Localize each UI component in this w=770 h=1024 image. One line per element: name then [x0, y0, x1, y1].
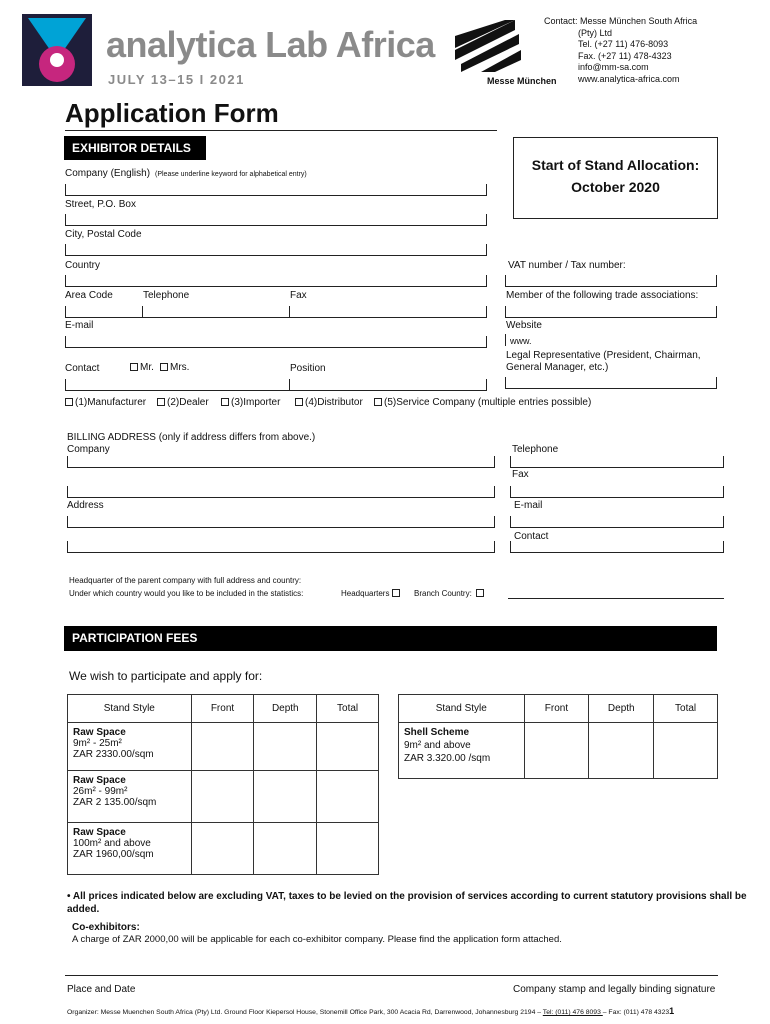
stats-line: Under which country would you like to be included in the statistics:	[69, 589, 304, 598]
fax-label: Fax	[290, 290, 307, 301]
billing-email-field[interactable]	[510, 516, 724, 528]
footer-tel: Tel: (011) 476 8093	[542, 1009, 603, 1016]
raw-space-table	[67, 694, 379, 875]
type-importer[interactable]	[221, 397, 280, 408]
stamp-label: Company stamp and legally binding signature	[513, 984, 716, 995]
stand-price: ZAR 1960,00/sqm	[73, 849, 154, 860]
place-date-label: Place and Date	[67, 984, 136, 995]
billing-email-label: E-mail	[514, 500, 543, 511]
page-number: 1	[669, 1006, 675, 1016]
billing-telephone-field[interactable]	[510, 456, 724, 468]
billing-address-label: Address	[67, 500, 104, 511]
stand-name: Raw Space	[73, 727, 126, 738]
hq-line: Headquarter of the parent company with full address and country:	[69, 576, 302, 585]
mrs-checkbox[interactable]	[160, 362, 189, 373]
company-label: Company (English)	[65, 168, 151, 179]
contact-line: Contact: Messe München South Africa	[544, 16, 698, 26]
trade-assoc-label: Member of the following trade associations:	[506, 290, 699, 301]
type-service-company[interactable]	[374, 397, 591, 408]
stand-style-cell	[68, 771, 192, 823]
stand-allocation-box	[513, 137, 718, 219]
logo-dates: JULY 13–15 I 2021	[108, 72, 245, 87]
stand-allocation-line2: October 2020	[571, 179, 660, 195]
front-cell[interactable]	[191, 723, 254, 771]
footer-text: Organizer: Messe Muenchen South Africa (Pty) Ltd. Ground Floor Kiepersol House, Stonemill Office Park, 300 Acacia Rd, Darrenwood, Johannesburg 2194 –	[67, 1009, 543, 1016]
front-cell[interactable]	[191, 771, 254, 823]
vat-note: • All prices indicated below are excluding VAT, taxes to be levied on the provision of services according to current statutory provisions shall be added.	[67, 891, 747, 915]
type-manufacturer[interactable]	[65, 397, 146, 408]
stand-style-cell	[399, 723, 525, 779]
billing-contact-label: Contact	[514, 531, 549, 542]
page-title: Application Form	[65, 98, 279, 128]
email-field[interactable]	[65, 336, 487, 348]
legal-rep-field[interactable]	[505, 377, 717, 389]
billing-company-label: Company	[67, 444, 110, 455]
stand-size: 9m² - 25m²	[73, 738, 122, 749]
front-cell[interactable]	[524, 723, 589, 779]
phone-fax-field[interactable]	[65, 306, 487, 318]
table-header-row	[68, 695, 379, 723]
headquarters-label: Headquarters	[341, 589, 390, 598]
billing-company-field[interactable]	[67, 456, 495, 468]
depth-cell[interactable]	[254, 771, 317, 823]
stand-price: ZAR 3.320.00 /sqm	[404, 753, 491, 764]
billing-contact-field[interactable]	[510, 541, 724, 553]
depth-cell[interactable]	[254, 823, 317, 875]
contact-line: (Pty) Ltd	[578, 27, 613, 38]
stand-size: 100m² and above	[73, 838, 151, 849]
header-front: Front	[524, 695, 589, 723]
legal-rep-line1: Legal Representative (President, Chairman,	[506, 350, 701, 361]
header-total: Total	[654, 695, 718, 723]
footer	[67, 1006, 757, 1016]
table-row	[68, 823, 379, 875]
contact-line: www.analytica-africa.com	[578, 73, 680, 84]
country-field[interactable]	[65, 275, 487, 287]
type-label: (1)Manufacturer	[75, 397, 147, 408]
stand-style-cell	[68, 823, 192, 875]
billing-fax-label: Fax	[512, 469, 529, 480]
checkbox-icon	[160, 363, 168, 371]
table-row	[399, 723, 718, 779]
website-field[interactable]	[505, 334, 717, 346]
company-field[interactable]	[65, 184, 487, 196]
mrs-label: Mrs.	[170, 362, 190, 373]
header-stand-style: Stand Style	[68, 695, 192, 723]
type-label: (2)Dealer	[167, 397, 209, 408]
billing-company-field-2[interactable]	[67, 486, 495, 498]
country-label: Country	[65, 260, 101, 271]
contact-line: info@mm-sa.com	[578, 62, 649, 72]
logo-mark-icon	[22, 14, 92, 86]
stand-allocation-line1: Start of Stand Allocation:	[531, 157, 700, 173]
contact-line: Tel. (+27 11) 476-8093	[578, 39, 669, 49]
coexhibitors-title: Co-exhibitors:	[72, 922, 140, 933]
trade-assoc-field[interactable]	[505, 306, 717, 318]
checkbox-icon	[295, 398, 303, 406]
front-cell[interactable]	[191, 823, 254, 875]
type-label: (5)Service Company (multiple entries possible)	[384, 397, 592, 408]
event-logo	[22, 14, 435, 87]
legal-rep-line2: General Manager, etc.)	[506, 362, 609, 373]
depth-cell[interactable]	[589, 723, 654, 779]
mr-label: Mr.	[140, 362, 154, 373]
statistics-country-line[interactable]	[508, 598, 724, 599]
stand-name: Shell Scheme	[404, 727, 470, 738]
depth-cell[interactable]	[254, 723, 317, 771]
city-field[interactable]	[65, 244, 487, 256]
header-depth: Depth	[254, 695, 317, 723]
contact-position-field[interactable]	[65, 379, 487, 391]
total-cell[interactable]	[654, 723, 718, 779]
total-cell[interactable]	[317, 723, 379, 771]
street-label: Street, P.O. Box	[65, 199, 136, 210]
logo-title: analytica Lab Africa	[106, 24, 435, 65]
area-code-label: Area Code	[65, 290, 113, 301]
headquarters-option[interactable]	[341, 589, 402, 598]
telephone-label: Telephone	[143, 290, 190, 301]
branch-label: Branch Country:	[414, 589, 472, 598]
title-rule	[65, 130, 497, 131]
coexhibitors-text: A charge of ZAR 2000,00 will be applicable for each co-exhibitor company. Please find the application form attached.	[72, 934, 562, 945]
field-divider	[289, 306, 290, 318]
header-total: Total	[317, 695, 379, 723]
messe-stripes-icon	[455, 20, 523, 72]
fees-intro: We wish to participate and apply for:	[69, 669, 263, 683]
stand-size: 26m² - 99m²	[73, 786, 128, 797]
vat-label: VAT number / Tax number:	[508, 260, 626, 271]
header-stand-style: Stand Style	[399, 695, 525, 723]
section-bar-fees: PARTICIPATION FEES	[64, 626, 717, 651]
city-label: City, Postal Code	[65, 229, 142, 240]
messe-name: Messe München	[487, 76, 557, 86]
billing-address-field[interactable]	[67, 516, 495, 528]
type-label: (4)Distributor	[305, 397, 363, 408]
checkbox-icon	[65, 398, 73, 406]
footer-fax: – Fax: (011) 478 4323	[602, 1009, 670, 1016]
branch-option[interactable]	[414, 589, 486, 598]
website-label: Website	[506, 320, 542, 331]
field-divider	[142, 306, 143, 318]
header-depth: Depth	[589, 695, 654, 723]
vat-field[interactable]	[505, 275, 717, 287]
stand-price: ZAR 2 135.00/sqm	[73, 797, 157, 808]
total-cell[interactable]	[317, 771, 379, 823]
total-cell[interactable]	[317, 823, 379, 875]
contact-label: Contact	[65, 363, 100, 374]
checkbox-icon	[374, 398, 382, 406]
mr-checkbox[interactable]	[130, 362, 154, 373]
signature-rule	[65, 975, 718, 976]
checkbox-icon	[392, 589, 400, 597]
section-bar-exhibitor: EXHIBITOR DETAILS	[64, 136, 206, 160]
type-dealer[interactable]	[157, 397, 209, 408]
stand-name: Raw Space	[73, 775, 126, 786]
street-field[interactable]	[65, 214, 487, 226]
email-label: E-mail	[65, 320, 94, 331]
type-label: (3)Importer	[231, 397, 281, 408]
checkbox-icon	[130, 363, 138, 371]
table-header-row	[399, 695, 718, 723]
stand-price: ZAR 2330.00/sqm	[73, 749, 154, 760]
shell-scheme-table	[398, 694, 718, 779]
contact-block	[544, 16, 697, 85]
billing-address-field-2[interactable]	[67, 541, 495, 553]
type-distributor[interactable]	[295, 397, 363, 408]
stand-size: 9m² and above	[404, 740, 471, 751]
website-prefix: www.	[510, 336, 532, 346]
header-front: Front	[191, 695, 254, 723]
checkbox-icon	[157, 398, 165, 406]
billing-fax-field[interactable]	[510, 486, 724, 498]
checkbox-icon	[221, 398, 229, 406]
billing-telephone-label: Telephone	[512, 444, 559, 455]
contact-line: Fax. (+27 11) 478-4323	[578, 50, 672, 61]
table-row	[68, 723, 379, 771]
company-hint: (Please underline keyword for alphabetical entry)	[155, 171, 307, 178]
field-divider	[289, 379, 290, 391]
stand-name: Raw Space	[73, 827, 126, 838]
checkbox-icon	[476, 589, 484, 597]
position-label: Position	[290, 363, 326, 374]
table-row	[68, 771, 379, 823]
billing-heading: BILLING ADDRESS (only if address differs from above.)	[67, 432, 316, 443]
stand-style-cell	[68, 723, 192, 771]
